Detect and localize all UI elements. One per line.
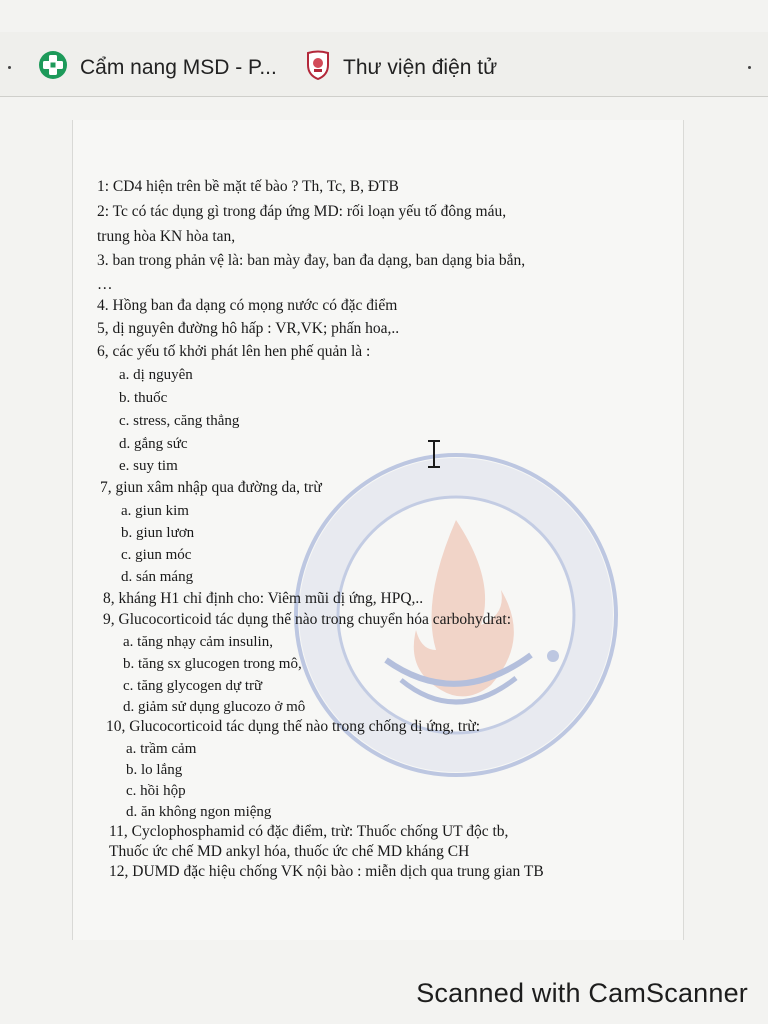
question-line: Thuốc ức chế MD ankyl hóa, thuốc ức chế MD kháng CH: [109, 843, 470, 860]
bookmark-label: Thư viện điện tử: [343, 55, 498, 79]
question-line: 2: Tc có tác dụng gì trong đáp ứng MD: rối loạn yếu tố đông máu,: [97, 203, 507, 220]
option-line: d. giảm sử dụng glucozo ở mô: [123, 699, 306, 715]
scanner-footer: Scanned with CamScanner: [416, 978, 748, 1008]
question-line: 12, DUMD đặc hiệu chống VK nội bào : miễn dịch qua trung gian TB: [109, 863, 544, 880]
question-line: 11, Cyclophosphamid có đặc điểm, trừ: Thuốc chống UT độc tb,: [109, 823, 509, 840]
question-line: …: [97, 276, 113, 293]
option-line: a. trầm cảm: [126, 741, 197, 757]
option-line: a. dị nguyên: [119, 367, 193, 383]
option-line: d. ăn không ngon miệng: [126, 804, 272, 820]
option-line: c. giun móc: [121, 547, 192, 563]
option-line: d. sán máng: [121, 569, 194, 585]
option-line: b. tăng sx glucogen trong mô,: [123, 656, 302, 672]
option-line: d. gắng sức: [119, 436, 188, 452]
bookmark-label: Cẩm nang MSD - P...: [80, 55, 277, 79]
option-line: b. giun lươn: [121, 525, 195, 541]
question-line: 3. ban trong phản vệ là: ban mày đay, ban đa dạng, ban dạng bia bắn,: [97, 252, 526, 269]
option-line: b. lo lắng: [126, 762, 183, 778]
question-line: 4. Hồng ban đa dạng có mọng nước có đặc điểm: [97, 297, 398, 314]
question-line: 10, Glucocorticoid tác dụng thế nào trong chống dị ứng, trừ:: [106, 718, 481, 735]
option-line: c. tăng glycogen dự trữ: [123, 678, 263, 694]
question-line: 7, giun xâm nhập qua đường da, trừ: [100, 479, 322, 496]
text-cursor-icon: [426, 440, 442, 473]
question-line: trung hòa KN hòa tan,: [97, 228, 236, 245]
question-line: 9, Glucocorticoid tác dụng thế nào trong chuyển hóa carbohydrat:: [103, 611, 512, 628]
option-line: a. tăng nhạy cảm insulin,: [123, 634, 273, 650]
option-line: b. thuốc: [119, 390, 168, 406]
question-line: 8, kháng H1 chỉ định cho: Viêm mũi dị ứng, HPQ,..: [103, 590, 424, 607]
question-line: 6, các yếu tố khởi phát lên hen phế quản là :: [97, 343, 371, 360]
option-line: c. hồi hộp: [126, 783, 186, 799]
option-line: a. giun kim: [121, 503, 189, 519]
option-line: c. stress, căng thẳng: [119, 413, 240, 429]
question-line: 1: CD4 hiện trên bề mặt tế bào ? Th, Tc, B, ĐTB: [97, 178, 399, 195]
option-line: e. suy tim: [119, 458, 178, 474]
question-line: 5, dị nguyên đường hô hấp : VR,VK; phấn hoa,..: [97, 320, 400, 337]
